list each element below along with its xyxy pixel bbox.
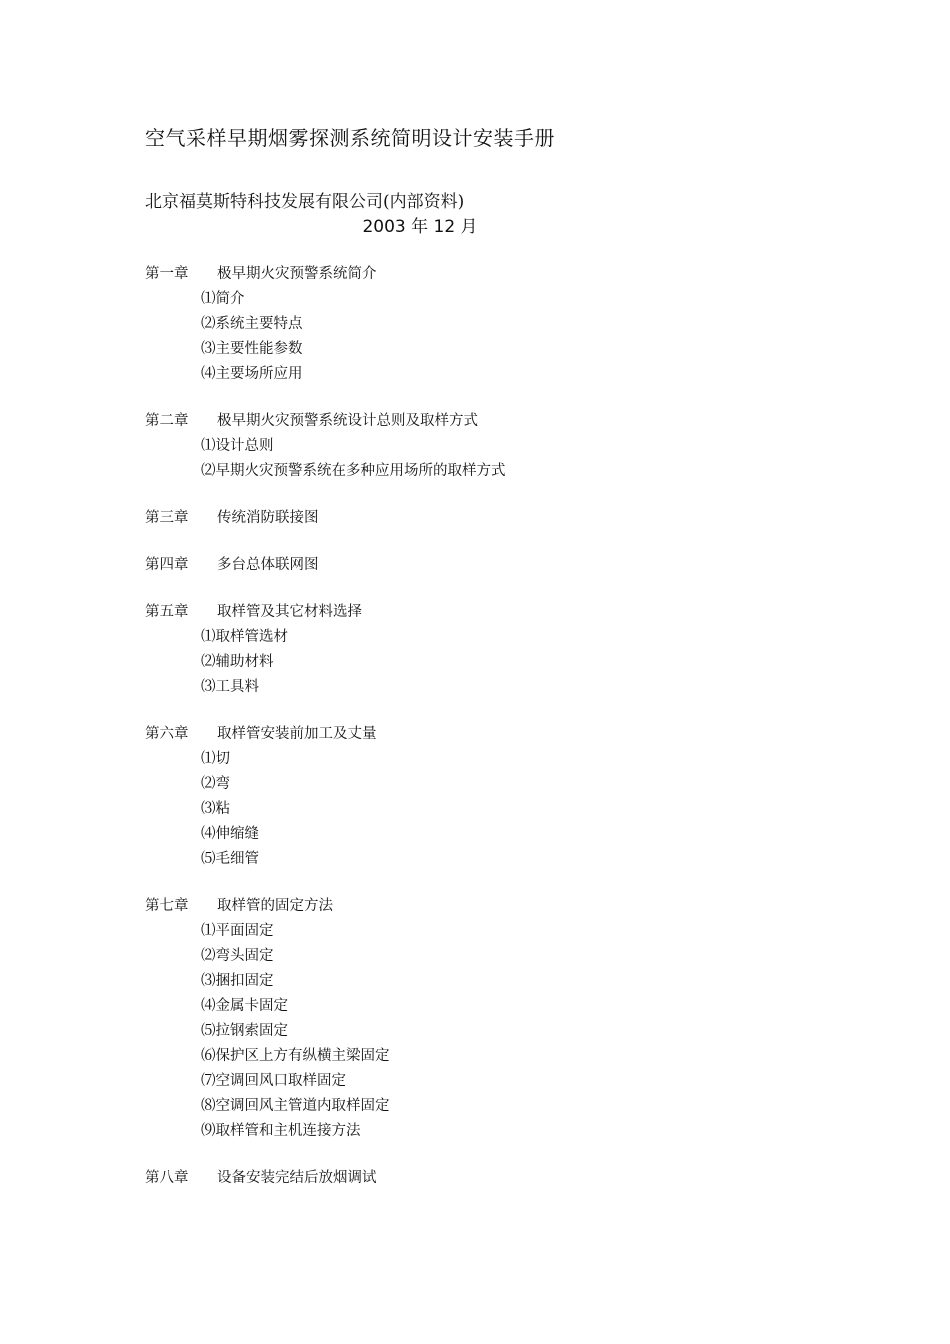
- section-item: ⑷主要场所应用: [201, 366, 303, 382]
- chapter-heading: [145, 506, 845, 531]
- chapter-number: 第一章: [145, 266, 189, 282]
- section-item: ⑷伸缩缝: [201, 826, 259, 842]
- chapter-section: [145, 722, 845, 872]
- chapter-heading: [145, 600, 845, 625]
- chapter-section: [145, 409, 845, 484]
- chapter-number: 第六章: [145, 726, 189, 742]
- chapter-title: 取样管的固定方法: [217, 898, 333, 914]
- chapter-section: [145, 553, 845, 578]
- section-item: ⑶主要性能参数: [201, 341, 303, 357]
- chapter-heading: [145, 553, 845, 578]
- chapter-number: 第二章: [145, 413, 189, 429]
- chapter-number: 第三章: [145, 510, 189, 526]
- section-item: ⑻空调回风主管道内取样固定: [201, 1098, 390, 1114]
- chapter-section: [145, 262, 845, 387]
- company-line: 北京福莫斯特科技发展有限公司(内部资料): [145, 192, 465, 212]
- document-date: 2003 年 12 月: [362, 217, 478, 237]
- chapter-number: 第四章: [145, 557, 189, 573]
- section-item: ⑵系统主要特点: [201, 316, 303, 332]
- section-item: ⑶工具料: [201, 679, 259, 695]
- chapter-section: [145, 894, 845, 1144]
- chapter-title: 取样管及其它材料选择: [217, 604, 362, 620]
- chapter-title: 传统消防联接图: [217, 510, 319, 526]
- chapter-heading: [145, 722, 845, 747]
- section-item: ⑴切: [201, 751, 230, 767]
- section-item: ⑵弯: [201, 776, 230, 792]
- chapter-number: 第八章: [145, 1170, 189, 1186]
- chapter-section: [145, 1166, 845, 1191]
- chapter-title: 极早期火灾预警系统简介: [217, 266, 377, 282]
- section-item: ⑶粘: [201, 801, 230, 817]
- chapter-number: 第五章: [145, 604, 189, 620]
- section-item: ⑴简介: [201, 291, 245, 307]
- section-item: ⑹保护区上方有纵横主梁固定: [201, 1048, 390, 1064]
- table-of-contents: [145, 262, 845, 1213]
- section-item: ⑴平面固定: [201, 923, 274, 939]
- chapter-section: [145, 506, 845, 531]
- chapter-title: 多台总体联网图: [217, 557, 319, 573]
- section-item: ⑵辅助材料: [201, 654, 274, 670]
- section-item: ⑺空调回风口取样固定: [201, 1073, 346, 1089]
- chapter-heading: [145, 409, 845, 434]
- section-item: ⑵早期火灾预警系统在多种应用场所的取样方式: [201, 463, 506, 479]
- section-item: ⑶捆扣固定: [201, 973, 274, 989]
- chapter-title: 取样管安装前加工及丈量: [217, 726, 377, 742]
- chapter-heading: [145, 1166, 845, 1191]
- chapter-heading: [145, 262, 845, 287]
- section-item: ⑼取样管和主机连接方法: [201, 1123, 361, 1139]
- section-item: ⑸拉钢索固定: [201, 1023, 288, 1039]
- section-item: ⑸毛细管: [201, 851, 259, 867]
- chapter-number: 第七章: [145, 898, 189, 914]
- chapter-section: [145, 600, 845, 700]
- chapter-heading: [145, 894, 845, 919]
- section-item: ⑴设计总则: [201, 438, 274, 454]
- section-item: ⑴取样管选材: [201, 629, 288, 645]
- chapter-title: 极早期火灾预警系统设计总则及取样方式: [217, 413, 478, 429]
- section-item: ⑵弯头固定: [201, 948, 274, 964]
- document-title: 空气采样早期烟雾探测系统简明设计安装手册: [145, 126, 555, 150]
- chapter-title: 设备安装完结后放烟调试: [217, 1170, 377, 1186]
- section-item: ⑷金属卡固定: [201, 998, 288, 1014]
